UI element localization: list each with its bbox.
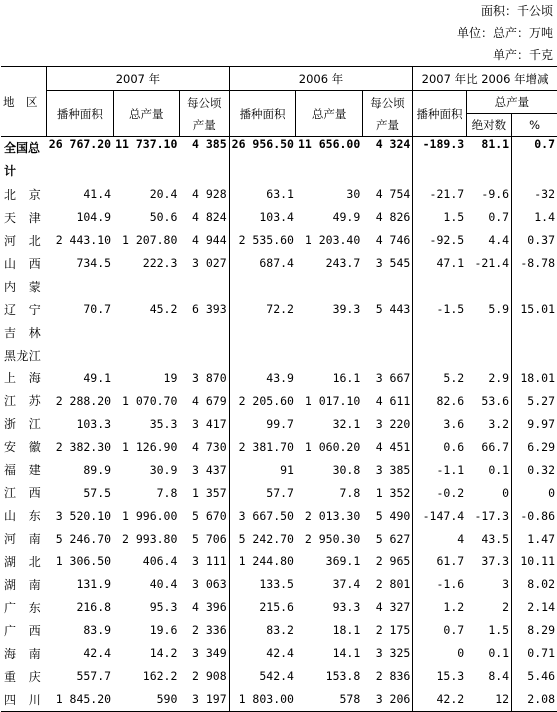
- area-change-cell: 42.2: [413, 688, 466, 711]
- output-2006-cell: 14.1: [332, 646, 361, 661]
- output-change-absolute-cell: 8.4: [466, 665, 511, 688]
- table-row: [1, 389, 557, 412]
- area-change-cell: -1.5: [436, 302, 465, 317]
- area-2007-cell: [47, 275, 113, 298]
- yield-2007-cell: 3 870: [179, 367, 229, 390]
- yield-unit-label: 单产：千克: [492, 48, 553, 62]
- area-change-cell: -0.2: [436, 485, 465, 500]
- area-2007-cell: 131.9: [76, 577, 112, 592]
- statistics-table: [1, 66, 557, 712]
- yield-2007-cell: [179, 344, 229, 367]
- table-row: [1, 573, 557, 596]
- output-change-absolute-cell: 3.2: [466, 412, 511, 435]
- area-2006-cell: 5 242.70: [238, 531, 294, 546]
- area-change-header: 播种面积: [413, 91, 466, 137]
- output-change-percent-cell: 0: [548, 485, 555, 500]
- output-2006-header: 总产量: [296, 91, 362, 137]
- yield-2006-cell: 2 801: [362, 573, 413, 596]
- region-name: 重 庆: [4, 669, 41, 684]
- output-change-percent-cell: 0.37: [527, 233, 555, 248]
- total-row: [1, 137, 557, 184]
- area-2007-cell: 57.5: [83, 485, 112, 500]
- yield-2006-cell: 2 836: [362, 665, 413, 688]
- area-2007-cell: 734.5: [76, 256, 112, 271]
- output-2007-cell: 11 737.10: [115, 137, 178, 151]
- table-row: [1, 229, 557, 252]
- region-name: 上 海: [4, 371, 41, 386]
- output-2006-cell: 30: [346, 187, 361, 202]
- output-change-absolute-cell: 1.5: [466, 619, 511, 642]
- output-2006-cell: 30.8: [332, 462, 361, 477]
- region-name: 河 北: [4, 233, 41, 248]
- region-name: 北 京: [4, 187, 41, 202]
- output-2006-cell: 1 060.20: [304, 439, 361, 454]
- output-change-percent-cell: 1.4: [534, 210, 555, 225]
- table-row: [1, 298, 557, 321]
- output-2006-cell: 153.8: [325, 669, 361, 684]
- area-2007-cell: 2 382.30: [55, 439, 112, 454]
- table-row: [1, 642, 557, 665]
- output-2007-cell: 95.3: [149, 600, 178, 615]
- area-2006-cell: 91: [280, 462, 294, 477]
- yield-2006-cell: 4 327: [362, 596, 413, 619]
- output-change-absolute-cell: [466, 344, 511, 367]
- region-name: 广 东: [4, 600, 41, 615]
- area-2006-cell: [229, 275, 296, 298]
- area-change-cell: -1.6: [436, 577, 465, 592]
- output-change-percent-cell: 15.01: [520, 302, 555, 317]
- area-change-cell: -21.7: [429, 187, 465, 202]
- yield-2007-cell: 1 357: [179, 481, 229, 504]
- yield-2007-cell: 2 336: [179, 619, 229, 642]
- area-change-cell: 82.6: [436, 393, 465, 408]
- area-2007-cell: 83.9: [83, 623, 112, 638]
- region-name: 四 川: [1, 688, 47, 711]
- region-header: 地 区: [1, 67, 47, 137]
- output-change-absolute-cell: 5.9: [466, 298, 511, 321]
- yield-2006-cell: 3 325: [362, 642, 413, 665]
- output-2006-cell: 18.1: [332, 623, 361, 638]
- yield-2007-cell: 4 928: [179, 183, 229, 206]
- table-row: [1, 550, 557, 573]
- yield-2006-cell: 3 667: [362, 367, 413, 390]
- area-2006-header: 播种面积: [229, 91, 296, 137]
- area-2006-cell: 1 244.80: [238, 554, 294, 569]
- table-row: [1, 183, 557, 206]
- region-name: 全国总计: [4, 141, 41, 178]
- output-change-header: 总产量: [466, 91, 557, 114]
- region-name: 江 西: [4, 486, 41, 501]
- yield-2006-cell: 5 490: [362, 504, 413, 527]
- area-change-cell: 0.6: [443, 439, 465, 454]
- area-2006-cell: 72.2: [266, 302, 294, 317]
- yield-2006-cell: [362, 321, 413, 344]
- area-2006-cell: 2 381.70: [238, 439, 294, 454]
- area-2007-cell: 557.7: [76, 669, 112, 684]
- output-2007-cell: 162.2: [142, 669, 178, 684]
- output-2007-cell: 35.3: [149, 416, 178, 431]
- area-change-cell: 0: [457, 646, 465, 661]
- output-2006-cell: [296, 275, 362, 298]
- yield-2006-cell: 4 826: [362, 206, 413, 229]
- output-2006-cell: 39.3: [332, 302, 361, 317]
- output-change-percent-cell: -8.78: [520, 256, 555, 271]
- yield-2006-cell: 3 206: [362, 688, 413, 711]
- output-2007-cell: 590: [113, 688, 179, 711]
- absolute-header: 绝对数: [466, 114, 511, 137]
- area-2006-cell: 103.4: [259, 210, 294, 225]
- table-header: [1, 67, 557, 137]
- region-name: 湖 北: [4, 554, 41, 569]
- output-change-percent-cell: 1.47: [527, 531, 555, 546]
- yield-2007-cell: 5 706: [179, 527, 229, 550]
- output-2006-cell: 16.1: [332, 370, 361, 385]
- table-row: [1, 619, 557, 642]
- table-row: [1, 412, 557, 435]
- output-2007-cell: 14.2: [149, 646, 178, 661]
- output-2006-cell: 2 950.30: [304, 531, 361, 546]
- area-change-cell: -92.5: [429, 233, 465, 248]
- area-2007-cell: 49.1: [83, 370, 112, 385]
- table-row: [1, 344, 557, 367]
- area-2007-cell: 42.4: [83, 646, 112, 661]
- output-change-absolute-cell: 43.5: [466, 527, 511, 550]
- area-2006-cell: 133.5: [259, 577, 294, 592]
- output-change-percent-cell: [512, 344, 557, 367]
- output-change-absolute-cell: [466, 321, 511, 344]
- table-row: [1, 206, 557, 229]
- yield-2007-cell: 3 349: [179, 642, 229, 665]
- table-row: [1, 481, 557, 504]
- output-2006-cell: 578: [296, 688, 362, 711]
- output-change-percent-cell: 8.29: [527, 623, 555, 638]
- area-2006-cell: [229, 344, 296, 367]
- yield-2006-header: 每公顷产量: [362, 91, 413, 137]
- output-change-absolute-cell: 2: [466, 596, 511, 619]
- yield-2006-cell: 4 324: [362, 137, 413, 184]
- area-2007-cell: 1 845.20: [47, 688, 113, 711]
- output-2006-cell: [296, 321, 362, 344]
- output-change-percent-cell: 2.14: [527, 600, 555, 615]
- region-name: 广 西: [4, 623, 41, 638]
- area-2006-cell: 687.4: [259, 256, 294, 271]
- area-2007-cell: 1 306.50: [55, 554, 112, 569]
- year-2007-header: 2007 年: [47, 67, 229, 91]
- yield-2006-cell: [362, 275, 413, 298]
- region-name: 山 东: [4, 509, 41, 524]
- output-change-percent-cell: 2.08: [512, 688, 557, 711]
- output-change-absolute-cell: 37.3: [466, 550, 511, 573]
- output-change-absolute-cell: -9.6: [466, 183, 511, 206]
- output-2006-cell: 1 203.40: [304, 233, 361, 248]
- year-2006-header: 2006 年: [229, 67, 413, 91]
- output-change-percent-cell: -32: [534, 187, 555, 202]
- area-change-cell: -1.1: [436, 462, 465, 477]
- area-change-cell: [413, 321, 466, 344]
- area-change-cell: 61.7: [436, 554, 465, 569]
- output-change-absolute-cell: 2.9: [466, 367, 511, 390]
- output-change-absolute-cell: -21.4: [466, 252, 511, 275]
- output-2006-cell: 11 656.00: [297, 137, 361, 151]
- yield-2007-cell: [179, 275, 229, 298]
- area-2006-cell: 26 956.50: [231, 137, 294, 151]
- region-name: 福 建: [4, 463, 41, 478]
- yield-2007-cell: 3 417: [179, 412, 229, 435]
- change-header: 2007 年比 2006 年增减: [413, 67, 557, 91]
- area-2007-cell: 41.4: [83, 187, 112, 202]
- output-change-absolute-cell: -17.3: [466, 504, 511, 527]
- yield-2006-cell: 3 385: [362, 458, 413, 481]
- yield-2006-cell: 5 443: [362, 298, 413, 321]
- output-change-percent-cell: -0.86: [520, 508, 555, 523]
- area-change-cell: 3.6: [443, 416, 465, 431]
- output-2007-cell: [113, 321, 179, 344]
- output-2006-cell: [296, 344, 362, 367]
- yield-2007-cell: 3 111: [179, 550, 229, 573]
- yield-2007-cell: 2 908: [179, 665, 229, 688]
- region-name: 山 西: [4, 256, 41, 271]
- area-2006-cell: 2 205.60: [238, 393, 294, 408]
- output-2006-cell: 243.7: [325, 256, 361, 271]
- area-2006-cell: 63.1: [266, 187, 294, 202]
- area-change-cell: 0.7: [443, 623, 465, 638]
- yield-2007-cell: 4 396: [179, 596, 229, 619]
- output-2007-cell: 2 993.80: [122, 531, 178, 546]
- area-2007-cell: 5 246.70: [55, 531, 112, 546]
- output-2006-cell: 2 013.30: [304, 508, 361, 523]
- table-row: [1, 252, 557, 275]
- yield-2007-cell: 5 670: [179, 504, 229, 527]
- yield-2007-cell: 4 679: [179, 389, 229, 412]
- output-change-percent-cell: 0.32: [527, 462, 555, 477]
- area-2007-cell: [47, 321, 113, 344]
- output-change-percent-cell: [512, 275, 557, 298]
- area-change-cell: 47.1: [436, 256, 465, 271]
- output-2007-cell: 19.6: [149, 623, 178, 638]
- region-name: 海 南: [4, 646, 41, 661]
- percent-header: %: [512, 114, 557, 137]
- area-change-cell: [413, 344, 466, 367]
- region-name: 内 蒙: [4, 279, 41, 294]
- area-2006-cell: 43.9: [266, 370, 294, 385]
- area-change-cell: 5.2: [443, 370, 465, 385]
- output-2007-cell: 7.8: [156, 485, 178, 500]
- area-2006-cell: 99.7: [266, 416, 294, 431]
- area-2006-cell: [229, 321, 296, 344]
- yield-2006-cell: [362, 344, 413, 367]
- output-2006-cell: 37.4: [332, 577, 361, 592]
- unit-label: 单位：总产：万吨: [456, 26, 553, 40]
- area-change-cell: 1.5: [443, 210, 465, 225]
- output-2007-cell: 222.3: [142, 256, 178, 271]
- output-change-absolute-cell: 12: [466, 688, 511, 711]
- output-2006-cell: 93.3: [332, 600, 361, 615]
- area-2007-cell: 89.9: [83, 462, 112, 477]
- table-row: [1, 596, 557, 619]
- table-row: [1, 275, 557, 298]
- area-2006-cell: 57.7: [266, 485, 294, 500]
- output-2007-cell: 406.4: [142, 554, 178, 569]
- output-2007-cell: [113, 275, 179, 298]
- region-name: 辽 宁: [4, 302, 41, 317]
- area-2006-cell: 2 535.60: [238, 233, 294, 248]
- yield-2006-cell: 3 220: [362, 412, 413, 435]
- output-change-percent-cell: [512, 321, 557, 344]
- yield-2007-cell: 3 027: [179, 252, 229, 275]
- yield-2006-cell: 2 965: [362, 550, 413, 573]
- region-name: 河 南: [4, 532, 41, 547]
- yield-2007-cell: 3 197: [179, 688, 229, 711]
- output-2007-cell: 50.6: [149, 210, 178, 225]
- output-change-percent-cell: 8.02: [527, 577, 555, 592]
- output-change-percent-cell: 5.46: [527, 669, 555, 684]
- area-2007-cell: 26 767.20: [48, 137, 112, 151]
- area-2006-cell: 215.6: [259, 600, 294, 615]
- area-2006-cell: 1 803.00: [229, 688, 296, 711]
- region-name: 江 苏: [4, 394, 41, 409]
- output-change-absolute-cell: 53.6: [466, 389, 511, 412]
- yield-2007-cell: 3 063: [179, 573, 229, 596]
- output-change-absolute-cell: 81.1: [466, 137, 511, 184]
- yield-2006-cell: 5 627: [362, 527, 413, 550]
- output-change-absolute-cell: 3: [466, 573, 511, 596]
- area-change-cell: -189.3: [422, 137, 465, 151]
- area-2007-cell: [47, 344, 113, 367]
- area-2007-cell: 103.3: [76, 416, 112, 431]
- region-name: 天 津: [4, 210, 41, 225]
- yield-2007-header: 每公顷产量: [179, 91, 229, 137]
- output-2007-cell: 1 207.80: [122, 233, 178, 248]
- units-legend: [457, 0, 553, 66]
- yield-2007-cell: 4 824: [179, 206, 229, 229]
- area-change-cell: -147.4: [422, 508, 465, 523]
- output-change-percent-cell: 9.97: [527, 416, 555, 431]
- area-2006-cell: 3 667.50: [238, 508, 294, 523]
- yield-2006-cell: 4 611: [362, 389, 413, 412]
- output-change-absolute-cell: [466, 275, 511, 298]
- output-change-absolute-cell: 0: [466, 481, 511, 504]
- yield-2007-cell: 6 393: [179, 298, 229, 321]
- region-name: 安 徽: [4, 440, 41, 455]
- area-2007-cell: 70.7: [83, 302, 112, 317]
- output-2006-cell: 369.1: [325, 554, 361, 569]
- output-2007-cell: 1 126.90: [122, 439, 178, 454]
- yield-2007-cell: 4 730: [179, 435, 229, 458]
- output-2007-cell: 40.4: [149, 577, 178, 592]
- table-row: [1, 458, 557, 481]
- area-change-cell: [413, 275, 466, 298]
- table-row: [1, 321, 557, 344]
- output-2007-cell: [113, 344, 179, 367]
- table-row: [1, 527, 557, 550]
- output-2007-cell: 1 070.70: [122, 393, 178, 408]
- output-change-percent-cell: 0.71: [527, 646, 555, 661]
- yield-2006-cell: 4 754: [362, 183, 413, 206]
- area-2007-cell: 2 288.20: [55, 393, 112, 408]
- output-2007-cell: 45.2: [149, 302, 178, 317]
- area-2007-header: 播种面积: [47, 91, 113, 137]
- yield-2007-cell: 4 944: [179, 229, 229, 252]
- output-change-absolute-cell: 0.1: [466, 642, 511, 665]
- output-2006-cell: 1 017.10: [304, 393, 361, 408]
- table-body: [1, 137, 557, 712]
- area-2007-cell: 3 520.10: [55, 508, 112, 523]
- area-2006-cell: 542.4: [259, 669, 294, 684]
- output-change-percent-cell: 18.01: [520, 370, 555, 385]
- yield-2006-cell: 3 545: [362, 252, 413, 275]
- region-name: 浙 江: [4, 417, 41, 432]
- yield-2006-cell: 4 451: [362, 435, 413, 458]
- output-change-percent-cell: 10.11: [520, 554, 555, 569]
- output-2007-cell: 20.4: [149, 187, 178, 202]
- area-2007-cell: 104.9: [76, 210, 112, 225]
- region-name: 黑龙江: [4, 348, 41, 363]
- output-change-absolute-cell: 0.1: [466, 458, 511, 481]
- area-change-cell: 15.3: [436, 669, 465, 684]
- yield-2007-cell: 4 385: [179, 137, 229, 184]
- output-change-percent-cell: 5.27: [527, 393, 555, 408]
- output-2006-cell: 7.8: [339, 485, 361, 500]
- output-2007-cell: 1 996.00: [122, 508, 178, 523]
- table-row: [1, 367, 557, 390]
- yield-2006-cell: 4 746: [362, 229, 413, 252]
- region-name: 湖 南: [4, 577, 41, 592]
- area-2006-cell: 83.2: [266, 623, 294, 638]
- output-2007-cell: 19: [163, 370, 178, 385]
- area-change-cell: 1.2: [443, 600, 465, 615]
- yield-2007-cell: [179, 321, 229, 344]
- output-change-percent-cell: 0.7: [534, 137, 555, 151]
- table-row: [1, 665, 557, 688]
- area-change-cell: 4: [457, 531, 465, 546]
- output-change-absolute-cell: 4.4: [466, 229, 511, 252]
- output-change-absolute-cell: 66.7: [466, 435, 511, 458]
- yield-2007-cell: 3 437: [179, 458, 229, 481]
- output-2006-cell: 32.1: [332, 416, 361, 431]
- output-2007-cell: 30.9: [149, 462, 178, 477]
- yield-2006-cell: 2 175: [362, 619, 413, 642]
- table-row: [1, 504, 557, 527]
- region-name: 吉 林: [4, 325, 41, 340]
- output-change-percent-cell: 6.29: [527, 439, 555, 454]
- output-2006-cell: 49.9: [332, 210, 361, 225]
- output-change-absolute-cell: 0.7: [466, 206, 511, 229]
- yield-2006-cell: 1 352: [362, 481, 413, 504]
- output-2007-header: 总产量: [113, 91, 179, 137]
- area-unit-label: 面积：千公顷: [480, 4, 553, 18]
- table-row: [1, 688, 557, 711]
- area-2006-cell: 42.4: [266, 646, 294, 661]
- area-2007-cell: 2 443.10: [55, 233, 112, 248]
- table-row: [1, 435, 557, 458]
- area-2007-cell: 216.8: [76, 600, 112, 615]
